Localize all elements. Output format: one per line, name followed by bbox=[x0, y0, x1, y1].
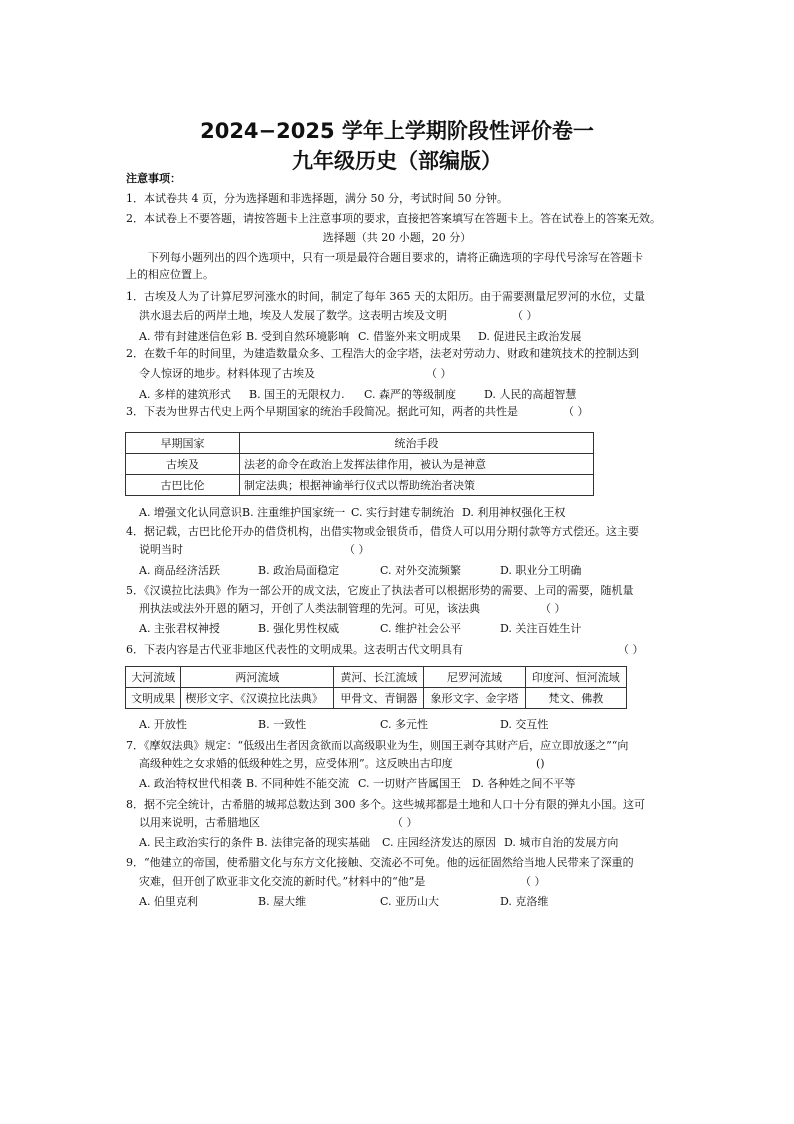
q4-option-d: D. 职业分工明确 bbox=[500, 564, 582, 577]
q9-answer-bracket: （ ） bbox=[520, 875, 546, 888]
q8-stem: 8．据不完全统计，古希腊的城邦总数达到 300 多个。这些城邦都是土地和人口十分有限的弹丸小国。这可 bbox=[126, 798, 645, 811]
q4-stem-cont: 说明当时 bbox=[139, 543, 183, 556]
q8-option-c: C. 庄园经济发达的原因 bbox=[382, 836, 497, 849]
q3-table bbox=[125, 432, 594, 496]
table-row bbox=[126, 454, 594, 475]
q8-option-b: B. 法律完备的现实基础 bbox=[256, 836, 371, 849]
q8-answer-bracket: （ ） bbox=[392, 816, 418, 829]
q7-option-b: B. 不同种姓不能交流 bbox=[246, 777, 350, 790]
q2-option-a: A. 多样的建筑形式 bbox=[139, 388, 231, 401]
q9-option-c: C. 亚历山大 bbox=[380, 895, 440, 908]
q4-option-b: B. 政治局面稳定 bbox=[258, 564, 340, 577]
q6-answer-bracket: （ ） bbox=[618, 643, 644, 656]
q6-header: 尼罗河流域 bbox=[424, 667, 525, 688]
q6-table bbox=[125, 666, 627, 709]
q3-header-country: 早期国家 bbox=[126, 433, 240, 454]
q9-stem-cont: 灾难，但开创了欧亚非文化交流的新时代。”材料中的“他”是 bbox=[139, 875, 426, 888]
q4-stem: 4．据记载，古巴比伦开办的借贷机构，出借实物或金银货币，借贷人可以用分期付款等方式偿还。这主要 bbox=[126, 525, 639, 538]
q8-stem-cont: 以用来说明，古希腊地区 bbox=[139, 816, 260, 829]
q6-cell: 梵文、佛教 bbox=[525, 688, 626, 709]
notice-item-1: 1．本试卷共 4 页，分为选择题和非选择题，满分 50 分，考试时间 50 分钟。 bbox=[126, 192, 508, 205]
table-row bbox=[126, 688, 627, 709]
q6-header: 印度河、恒河流域 bbox=[525, 667, 626, 688]
q6-cell: 甲骨文、青铜器 bbox=[334, 688, 424, 709]
q5-stem-cont: 刑执法或法外开恩的陋习，开创了人类法制管理的先河。可见，该法典 bbox=[139, 602, 480, 615]
notice-item-2: 2．本试卷上不要答题，请按答题卡上注意事项的要求，直接把答案填写在答题卡上。答在试卷上的答案无效。 bbox=[126, 212, 661, 225]
q6-header: 两河流域 bbox=[181, 667, 334, 688]
q3-cell: 古埃及 bbox=[126, 454, 240, 475]
section-instruction: 下列每小题列出的四个选项中，只有一项是最符合题目要求的，请将正确选项的字母代号涂写在答题卡 bbox=[148, 251, 643, 264]
q3-option-a: A. 增强文化认同意识 bbox=[139, 506, 242, 519]
q2-stem-cont: 令人惊讶的地步。材料体现了古埃及 bbox=[139, 367, 315, 380]
q6-option-c: C. 多元性 bbox=[380, 718, 429, 731]
section-title: 选择题（共 20 小题，20 分） bbox=[322, 231, 472, 244]
q9-stem: 9．“他建立的帝国，使希腊文化与东方文化接触、交流必不可免。他的远征固然给当地人民带来了深重的 bbox=[126, 856, 634, 869]
q4-option-c: C. 对外交流频繁 bbox=[380, 564, 462, 577]
q9-option-a: A. 伯里克利 bbox=[139, 895, 198, 908]
q6-stem: 6．下表内容是古代亚非地区代表性的文明成果。这表明古代文明具有 bbox=[126, 643, 463, 656]
q7-answer-bracket: () bbox=[536, 757, 545, 770]
q5-stem: 5．《汉谟拉比法典》作为一部公开的成文法，它废止了执法者可以根据形势的需要、上司的需要，随机量 bbox=[126, 584, 634, 597]
q7-stem: 7．《摩奴法典》规定：“低级出生者因贪欲而以高级职业为生，则国王剥夺其财产后，应立即放逐之”“向 bbox=[126, 739, 629, 752]
q1-option-c: C. 借鉴外来文明成果 bbox=[358, 330, 462, 343]
q6-header: 大河流域 bbox=[126, 667, 181, 688]
notice-heading: 注意事项： bbox=[126, 172, 181, 185]
q6-cell: 象形文字、金字塔 bbox=[424, 688, 525, 709]
q9-option-d: D. 克洛维 bbox=[500, 895, 549, 908]
q1-stem: 1．古埃及人为了计算尼罗河涨水的时间，制定了每年 365 天的太阳历。由于需要测量尼罗河的水位，丈量 bbox=[126, 290, 645, 303]
q3-option-b: B. 注重维护国家统一 bbox=[242, 506, 346, 519]
q3-cell: 制定法典；根据神谕举行仪式以帮助统治者决策 bbox=[240, 475, 594, 496]
q1-answer-bracket: （ ） bbox=[512, 309, 538, 322]
q8-option-d: D. 城市自治的发展方向 bbox=[504, 836, 619, 849]
q6-option-d: D. 交互性 bbox=[500, 718, 549, 731]
q3-option-d: D. 利用神权强化王权 bbox=[462, 506, 566, 519]
q5-option-c: C. 维护社会公平 bbox=[380, 622, 462, 635]
q1-stem-cont: 洪水退去后的两岸土地，埃及人发展了数学。这表明古埃及文明 bbox=[139, 309, 447, 322]
exam-title: 2024−2025 学年上学期阶段性评价卷一 bbox=[200, 119, 594, 143]
q7-stem-cont: 高级种姓之女求婚的低级种姓之男，应受体刑”。这反映出古印度 bbox=[139, 757, 453, 770]
q6-cell: 楔形文字、《汉谟拉比法典》 bbox=[181, 688, 334, 709]
q2-option-c: C. 森严的等级制度 bbox=[364, 388, 457, 401]
q3-stem: 3．下表为世界古代史上两个早期国家的统治手段简况。据此可知，两者的共性是 bbox=[126, 405, 518, 418]
q2-option-b: B. 国王的无限权力. bbox=[249, 388, 345, 401]
q3-answer-bracket: （ ） bbox=[563, 405, 589, 418]
q4-answer-bracket: （ ） bbox=[344, 543, 370, 556]
q3-cell: 法老的命令在政治上发挥法律作用，被认为是神意 bbox=[240, 454, 594, 475]
q5-answer-bracket: （ ） bbox=[540, 602, 566, 615]
q5-option-a: A. 主张君权神授 bbox=[139, 622, 220, 635]
q7-option-c: C. 一切财产皆属国王 bbox=[358, 777, 462, 790]
q7-option-a: A. 政治特权世代相袭 bbox=[139, 777, 242, 790]
q1-option-d: D. 促进民主政治发展 bbox=[478, 330, 582, 343]
q4-option-a: A. 商品经济活跃 bbox=[139, 564, 220, 577]
q6-option-b: B. 一致性 bbox=[258, 718, 307, 731]
table-row bbox=[126, 667, 627, 688]
q3-header-means: 统治手段 bbox=[240, 433, 594, 454]
q9-option-b: B. 屋大维 bbox=[258, 895, 307, 908]
table-row bbox=[126, 475, 594, 496]
q2-stem: 2．在数千年的时间里，为建造数量众多、工程浩大的金字塔，法老对劳动力、财政和建筑技术的控制达到 bbox=[126, 347, 639, 360]
q3-cell: 古巴比伦 bbox=[126, 475, 240, 496]
q5-option-b: B. 强化男性权威 bbox=[258, 622, 340, 635]
q7-option-d: D. 各种姓之间不平等 bbox=[472, 777, 576, 790]
section-instruction-cont: 上的相应位置上。 bbox=[126, 268, 214, 281]
q8-option-a: A. 民主政治实行的条件 bbox=[139, 836, 253, 849]
q5-option-d: D. 关注百姓生计 bbox=[500, 622, 582, 635]
q2-answer-bracket: （ ） bbox=[426, 367, 452, 380]
q2-option-d: D. 人民的高超智慧 bbox=[484, 388, 577, 401]
q6-header: 黄河、长江流域 bbox=[334, 667, 424, 688]
q6-cell: 文明成果 bbox=[126, 688, 181, 709]
table-row bbox=[126, 433, 594, 454]
q6-option-a: A. 开放性 bbox=[139, 718, 187, 731]
q3-option-c: C. 实行封建专制统治 bbox=[351, 506, 455, 519]
q1-option-a: A. 带有封建迷信色彩 bbox=[139, 330, 242, 343]
exam-subtitle: 九年级历史（部编版） bbox=[292, 149, 502, 173]
q1-option-b: B. 受到自然环境影响 bbox=[246, 330, 350, 343]
